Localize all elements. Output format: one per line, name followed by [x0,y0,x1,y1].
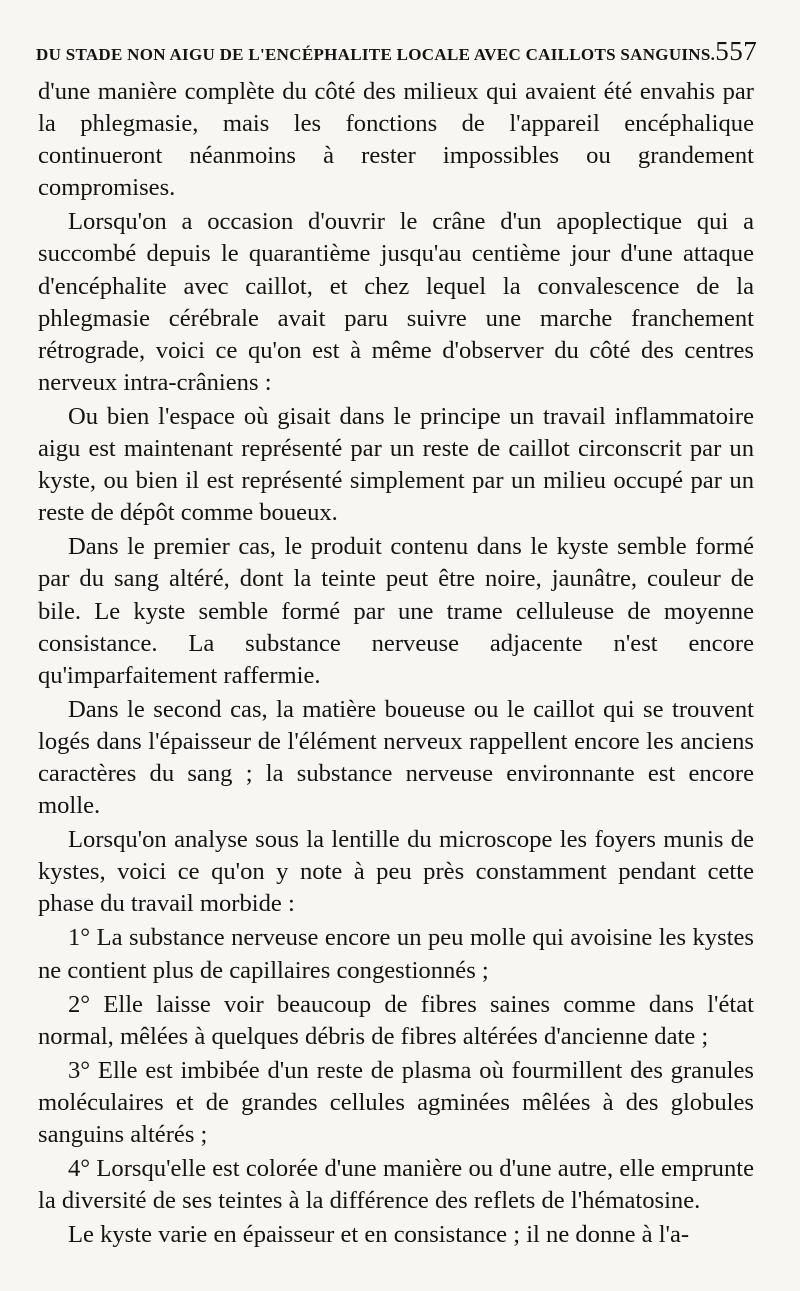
list-item-2: 2° Elle laisse voir beaucoup de fibres saines comme dans l'état normal, mêlées à quelques débris de fibres altérées d'ancienne date ; [38,990,754,1050]
body-text [38,76,754,1251]
paragraph: Le kyste varie en épaisseur et en consistance ; il ne donne à l'a- [68,1221,690,1249]
list-item-3: 3° Elle est imbibée d'un reste de plasma où fourmillent des granules moléculaires et de grandes cellules agminées mêlées à des globules sanguins altérés ; [38,1056,754,1148]
paragraph-continuation: d'une manière complète du côté des milieux qui avaient été envahis par la phlegmasie, mais les fonctions de l'appareil encéphalique continueront néanmoins à rester impossibles ou grandement compromises. [38,78,754,202]
page-number: 557 [715,36,758,66]
paragraph: Dans le premier cas, le produit contenu dans le kyste semble formé par du sang altéré, dont la teinte peut être noire, jaunâtre, couleur de bile. Le kyste semble formé par une trame celluleuse de moyenne consistance. La substance nerveuse adjacente n'est encore qu'imparfaitement raffermie. [38,533,754,689]
paragraph: Lorsqu'on analyse sous la lentille du microscope les foyers munis de kystes, voici ce qu'on y note à peu près constamment pendant cette phase du travail morbide : [38,826,754,918]
running-head: DU STADE NON AIGU DE L'ENCÉPHALITE LOCALE AVEC CAILLOTS SANGUINS. [36,45,716,64]
paragraph: Ou bien l'espace où gisait dans le principe un travail inflammatoire aigu est maintenant représenté par un reste de caillot circonscrit par un kyste, ou bien il est représenté simplement par un milieu occupé par un reste de dépôt comme boueux. [38,402,754,527]
paragraph: Lorsqu'on a occasion d'ouvrir le crâne d'un apoplectique qui a succombé depuis le quarantième jusqu'au centième jour d'une attaque d'encéphalite avec caillot, et chez lequel la convalescence de la phlegmasie cérébrale avait paru suivre une marche franchement rétrograde, voici ce qu'on est à même d'observer du côté des centres nerveux intra-crâniens : [38,208,754,396]
list-item-1: 1° La substance nerveuse encore un peu molle qui avoisine les kystes ne contient plus de capillaires congestionnés ; [38,924,754,984]
list-item-4: 4° Lorsqu'elle est colorée d'une manière ou d'une autre, elle emprunte la diversité de ses teintes à la différence des reflets de l'hématosine. [38,1155,754,1215]
page-header [36,36,758,76]
paragraph: Dans le second cas, la matière boueuse ou le caillot qui se trouvent logés dans l'épaisseur de l'élément nerveux rappellent encore les anciens caractères du sang ; la substance nerveuse environnante est encore molle. [38,695,754,820]
